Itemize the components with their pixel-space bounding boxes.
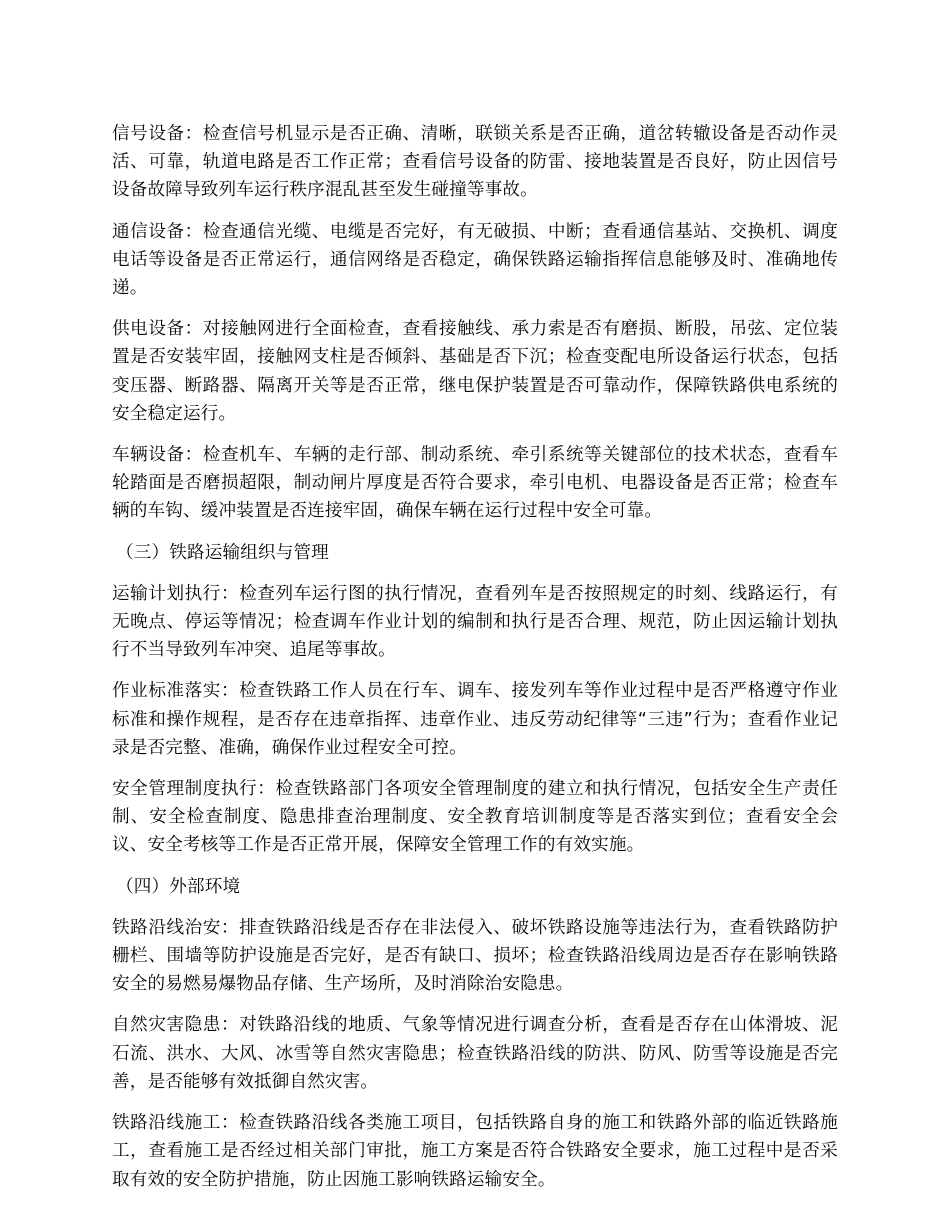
paragraph-power-supply-equipment: 供电设备：对接触网进行全面检查，查看接触线、承力索是否有磨损、断股，吊弦、定位装置是否安装牢固，接触网支柱是否倾斜、基础是否下沉；检查变配电所设备运行状态，包括变压器、断路器、隔离开关等是否正常，继电保护装置是否可靠动作，保障铁路供电系统的安全稳定运行。 [112, 319, 838, 424]
paragraph-communication-equipment: 通信设备：检查通信光缆、电缆是否完好，有无破损、中断；查看通信基站、交换机、调度电话等设备是否正常运行，通信网络是否稳定，确保铁路运输指挥信息能够及时、准确地传递。 [112, 221, 838, 299]
paragraph-signal-equipment: 信号设备：检查信号机显示是否正确、清晰，联锁关系是否正确，道岔转辙设备是否动作灵活、可靠，轨道电路是否工作正常；查看信号设备的防雷、接地装置是否良好，防止因信号设备故障导致列车运行秩序混乱甚至发生碰撞等事故。 [112, 124, 838, 201]
paragraph-safety-management-system-execution: 安全管理制度执行：检查铁路部门各项安全管理制度的建立和执行情况，包括安全生产责任制、安全检查制度、隐患排查治理制度、安全教育培训制度等是否落实到位；查看安全会议、安全考核等工作是否正常开展，保障安全管理工作的有效实施。 [112, 779, 838, 856]
paragraph-operation-standard-implementation: 作业标准落实：检查铁路工作人员在行车、调车、接发列车等作业过程中是否严格遵守作业标准和操作规程，是否存在违章指挥、违章作业、违反劳动纪律等“三违”行为；查看作业记录是否完整、准确，确保作业过程安全可控。 [112, 681, 838, 758]
paragraph-rolling-stock-equipment: 车辆设备：检查机车、车辆的走行部、制动系统、牵引系统等关键部位的技术状态，查看车轮踏面是否磨损超限，制动闸片厚度是否符合要求，牵引电机、电器设备是否正常；检查车辆的车钩、缓冲装置是否连接牢固，确保车辆在运行过程中安全可靠。 [112, 445, 838, 522]
heading-section-three: （三）铁路运输组织与管理 [116, 542, 329, 563]
heading-section-four: （四）外部环境 [116, 876, 241, 897]
paragraph-railway-line-public-security: 铁路沿线治安：排查铁路沿线是否存在非法侵入、破坏铁路设施等违法行为，查看铁路防护栅栏、围墙等防护设施是否完好，是否有缺口、损坏；检查铁路沿线周边是否存在影响铁路安全的易燃易爆物品存储、生产场所，及时消除治安隐患。 [112, 917, 838, 995]
paragraph-natural-disaster-hazards: 自然灾害隐患：对铁路沿线的地质、气象等情况进行调查分析，查看是否存在山体滑坡、泥石流、洪水、大风、冰雪等自然灾害隐患；检查铁路沿线的防洪、防风、防雪等设施是否完善，是否能够有效抵御自然灾害。 [112, 1015, 838, 1092]
document-text-body [112, 120, 838, 1194]
paragraph-railway-line-construction: 铁路沿线施工：检查铁路沿线各类施工项目，包括铁路自身的施工和铁路外部的临近铁路施工，查看施工是否经过相关部门审批，施工方案是否符合铁路安全要求，施工过程中是否采取有效的安全防护措施，防止因施工影响铁路运输安全。 [112, 1113, 838, 1190]
paragraph-transport-plan-execution: 运输计划执行：检查列车运行图的执行情况，查看列车是否按照规定的时刻、线路运行，有无晚点、停运等情况；检查调车作业计划的编制和执行是否合理、规范，防止因运输计划执行不当导致列车冲突、追尾等事故。 [112, 583, 838, 661]
